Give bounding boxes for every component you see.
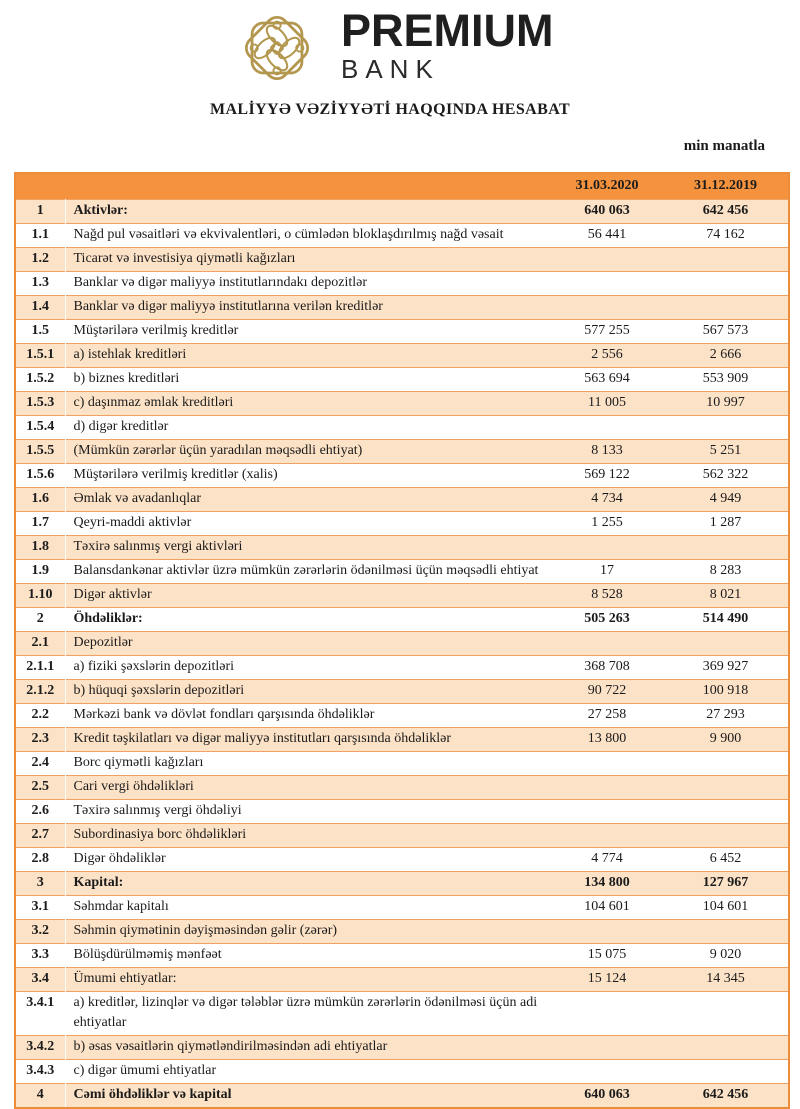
row-value-2020 xyxy=(551,632,663,656)
row-value-2020 xyxy=(551,776,663,800)
row-value-2019 xyxy=(663,632,789,656)
table-row xyxy=(15,680,789,704)
row-value-2019: 9 020 xyxy=(663,944,789,968)
table-row xyxy=(15,320,789,344)
row-label: Bölüşdürülməmiş mənfəət xyxy=(65,944,551,968)
row-value-2020: 11 005 xyxy=(551,392,663,416)
row-value-2020: 640 063 xyxy=(551,200,663,224)
row-number: 1.3 xyxy=(15,272,65,296)
row-value-2020: 134 800 xyxy=(551,872,663,896)
row-label: Qeyri-maddi aktivlər xyxy=(65,512,551,536)
row-value-2019: 567 573 xyxy=(663,320,789,344)
row-label: Ticarət və investisiya qiymətli kağızları xyxy=(65,248,551,272)
table-row xyxy=(15,608,789,632)
row-number: 1 xyxy=(15,200,65,224)
report-title: MALİYYƏ VƏZİYYƏTİ HAQQINDA HESABAT xyxy=(209,101,571,118)
row-value-2019: 4 949 xyxy=(663,488,789,512)
row-label: Müştərilərə verilmiş kreditlər (xalis) xyxy=(65,464,551,488)
row-label: Aktivlər: xyxy=(65,200,551,224)
row-label: Müştərilərə verilmiş kreditlər xyxy=(65,320,551,344)
row-label: Əmlak və avadanlıqlar xyxy=(65,488,551,512)
row-value-2020: 8 133 xyxy=(551,440,663,464)
row-value-2020 xyxy=(551,824,663,848)
row-label: Banklar və digər maliyyə institutlarındakı depozitlər xyxy=(65,272,551,296)
row-value-2020 xyxy=(551,296,663,320)
row-value-2020 xyxy=(551,272,663,296)
table-row xyxy=(15,752,789,776)
row-value-2019 xyxy=(663,536,789,560)
row-value-2020: 2 556 xyxy=(551,344,663,368)
table-row xyxy=(15,968,789,992)
header-cell-empty-label xyxy=(65,173,551,200)
row-number: 2.3 xyxy=(15,728,65,752)
row-number: 3.2 xyxy=(15,920,65,944)
row-value-2019: 553 909 xyxy=(663,368,789,392)
row-value-2020: 505 263 xyxy=(551,608,663,632)
row-number: 1.4 xyxy=(15,296,65,320)
row-value-2020: 15 124 xyxy=(551,968,663,992)
row-value-2019: 369 927 xyxy=(663,656,789,680)
row-number: 2.1.1 xyxy=(15,656,65,680)
row-value-2020: 569 122 xyxy=(551,464,663,488)
row-label: Təxirə salınmış vergi aktivləri xyxy=(65,536,551,560)
row-value-2020 xyxy=(551,752,663,776)
row-value-2020: 90 722 xyxy=(551,680,663,704)
table-row xyxy=(15,296,789,320)
table-row xyxy=(15,440,789,464)
row-number: 2.7 xyxy=(15,824,65,848)
row-value-2019: 10 997 xyxy=(663,392,789,416)
row-label: Təxirə salınmış vergi öhdəliyi xyxy=(65,800,551,824)
table-row xyxy=(15,1036,789,1060)
row-label: Digər aktivlər xyxy=(65,584,551,608)
row-value-2020 xyxy=(551,416,663,440)
row-number: 1.5.3 xyxy=(15,392,65,416)
row-number: 1.9 xyxy=(15,560,65,584)
row-value-2019: 5 251 xyxy=(663,440,789,464)
row-value-2020: 17 xyxy=(551,560,663,584)
row-value-2019: 8 021 xyxy=(663,584,789,608)
table-row xyxy=(15,824,789,848)
interlaced-knot-emblem-icon xyxy=(229,5,325,91)
row-value-2020: 563 694 xyxy=(551,368,663,392)
row-label: Digər öhdəliklər xyxy=(65,848,551,872)
table-row xyxy=(15,704,789,728)
row-number: 1.5.4 xyxy=(15,416,65,440)
header-cell-date-2019: 31.12.2019 xyxy=(663,173,789,200)
row-label: b) biznes kreditləri xyxy=(65,368,551,392)
row-value-2019 xyxy=(663,752,789,776)
table-row xyxy=(15,728,789,752)
table-row xyxy=(15,512,789,536)
row-label: (Mümkün zərərlər üçün yaradılan məqsədli ehtiyat) xyxy=(65,440,551,464)
table-row xyxy=(15,1084,789,1109)
table-header-row xyxy=(15,173,789,200)
row-number: 3 xyxy=(15,872,65,896)
table-row xyxy=(15,224,789,248)
row-value-2019: 642 456 xyxy=(663,1084,789,1109)
table-row xyxy=(15,200,789,224)
row-number: 3.4.2 xyxy=(15,1036,65,1060)
row-value-2019 xyxy=(663,1036,789,1060)
row-label: Mərkəzi bank və dövlət fondları qarşısında öhdəliklər xyxy=(65,704,551,728)
row-value-2020: 104 601 xyxy=(551,896,663,920)
table-row xyxy=(15,488,789,512)
row-value-2020 xyxy=(551,536,663,560)
bank-wordmark xyxy=(341,5,554,82)
row-value-2020: 15 075 xyxy=(551,944,663,968)
row-label: Balansdankənar aktivlər üzrə mümkün zərərlərin ödənilməsi üçün məqsədli ehtiyat xyxy=(65,560,551,584)
row-number: 2 xyxy=(15,608,65,632)
unit-label: min manatla xyxy=(683,138,765,154)
row-value-2019: 127 967 xyxy=(663,872,789,896)
row-number: 2.6 xyxy=(15,800,65,824)
table-row xyxy=(15,272,789,296)
row-value-2019 xyxy=(663,296,789,320)
table-row xyxy=(15,944,789,968)
table-row xyxy=(15,560,789,584)
table-row xyxy=(15,416,789,440)
row-number: 2.4 xyxy=(15,752,65,776)
row-number: 1.2 xyxy=(15,248,65,272)
row-value-2020 xyxy=(551,1060,663,1084)
row-value-2019: 6 452 xyxy=(663,848,789,872)
row-label: Borc qiymətli kağızları xyxy=(65,752,551,776)
row-number: 2.8 xyxy=(15,848,65,872)
row-value-2019: 27 293 xyxy=(663,704,789,728)
table-row xyxy=(15,992,789,1036)
table-row xyxy=(15,920,789,944)
row-value-2019 xyxy=(663,800,789,824)
row-label: a) kreditlər, lizinqlər və digər tələblər üzrə mümkün zərərlərin ödənilməsi üçün adi ehtiyatlar xyxy=(65,992,551,1036)
row-value-2019: 74 162 xyxy=(663,224,789,248)
row-value-2019: 562 322 xyxy=(663,464,789,488)
row-value-2019: 100 918 xyxy=(663,680,789,704)
row-value-2020: 56 441 xyxy=(551,224,663,248)
row-value-2019 xyxy=(663,992,789,1036)
row-label: Səhmin qiymətinin dəyişməsindən gəlir (zərər) xyxy=(65,920,551,944)
table-row xyxy=(15,800,789,824)
row-value-2019: 1 287 xyxy=(663,512,789,536)
row-number: 1.5.5 xyxy=(15,440,65,464)
table-row xyxy=(15,1060,789,1084)
table-row xyxy=(15,392,789,416)
brand-name: PREMIUM xyxy=(341,5,554,56)
row-value-2019: 514 490 xyxy=(663,608,789,632)
row-number: 3.4 xyxy=(15,968,65,992)
table-row xyxy=(15,656,789,680)
row-label: Cari vergi öhdəlikləri xyxy=(65,776,551,800)
row-value-2020: 577 255 xyxy=(551,320,663,344)
row-number: 1.5.1 xyxy=(15,344,65,368)
financial-statement-table xyxy=(14,172,790,1109)
row-value-2020: 27 258 xyxy=(551,704,663,728)
row-number: 1.10 xyxy=(15,584,65,608)
row-number: 2.5 xyxy=(15,776,65,800)
row-label: Cəmi öhdəliklər və kapital xyxy=(65,1084,551,1109)
row-number: 1.1 xyxy=(15,224,65,248)
table-row xyxy=(15,896,789,920)
row-value-2019: 14 345 xyxy=(663,968,789,992)
row-number: 3.3 xyxy=(15,944,65,968)
row-label: Kapital: xyxy=(65,872,551,896)
row-label: Nağd pul vəsaitləri və ekvivalentləri, o cümlədən bloklaşdırılmış nağd vəsait xyxy=(65,224,551,248)
table-row xyxy=(15,776,789,800)
row-number: 4 xyxy=(15,1084,65,1109)
header-cell-empty-no xyxy=(15,173,65,200)
row-number: 1.6 xyxy=(15,488,65,512)
row-value-2019 xyxy=(663,1060,789,1084)
row-number: 1.8 xyxy=(15,536,65,560)
row-value-2020: 368 708 xyxy=(551,656,663,680)
row-label: c) daşınmaz əmlak kreditləri xyxy=(65,392,551,416)
row-value-2020: 8 528 xyxy=(551,584,663,608)
row-value-2019 xyxy=(663,272,789,296)
table-row xyxy=(15,536,789,560)
table-row xyxy=(15,368,789,392)
row-label: a) istehlak kreditləri xyxy=(65,344,551,368)
table-row xyxy=(15,344,789,368)
row-value-2020: 4 734 xyxy=(551,488,663,512)
row-label: d) digər kreditlər xyxy=(65,416,551,440)
table-row xyxy=(15,848,789,872)
row-value-2019: 642 456 xyxy=(663,200,789,224)
row-value-2020: 13 800 xyxy=(551,728,663,752)
row-value-2020: 1 255 xyxy=(551,512,663,536)
row-value-2019: 2 666 xyxy=(663,344,789,368)
row-value-2019 xyxy=(663,776,789,800)
row-label: Banklar və digər maliyyə institutlarına verilən kreditlər xyxy=(65,296,551,320)
row-number: 2.1 xyxy=(15,632,65,656)
row-value-2019 xyxy=(663,248,789,272)
row-value-2019: 104 601 xyxy=(663,896,789,920)
row-number: 1.5.6 xyxy=(15,464,65,488)
brand-subname: BANK xyxy=(341,54,440,84)
row-label: Ümumi ehtiyatlar: xyxy=(65,968,551,992)
row-value-2020 xyxy=(551,248,663,272)
row-number: 3.4.3 xyxy=(15,1060,65,1084)
header-cell-date-2020: 31.03.2020 xyxy=(551,173,663,200)
row-number: 1.7 xyxy=(15,512,65,536)
row-value-2020: 640 063 xyxy=(551,1084,663,1109)
row-label: Səhmdar kapitalı xyxy=(65,896,551,920)
row-number: 3.4.1 xyxy=(15,992,65,1036)
row-label: Subordinasiya borc öhdəlikləri xyxy=(65,824,551,848)
row-number: 1.5 xyxy=(15,320,65,344)
row-value-2019 xyxy=(663,824,789,848)
row-label: b) əsas vəsaitlərin qiymətləndirilməsindən adi ehtiyatlar xyxy=(65,1036,551,1060)
row-label: b) hüquqi şəxslərin depozitləri xyxy=(65,680,551,704)
row-value-2019 xyxy=(663,920,789,944)
table-row xyxy=(15,872,789,896)
table-row xyxy=(15,248,789,272)
table-row xyxy=(15,632,789,656)
bank-logo xyxy=(229,5,554,91)
table-row xyxy=(15,584,789,608)
row-label: c) digər ümumi ehtiyatlar xyxy=(65,1060,551,1084)
row-value-2020: 4 774 xyxy=(551,848,663,872)
row-value-2020 xyxy=(551,920,663,944)
row-value-2020 xyxy=(551,1036,663,1060)
row-label: Kredit təşkilatları və digər maliyyə institutları qarşısında öhdəliklər xyxy=(65,728,551,752)
table-row xyxy=(15,464,789,488)
row-number: 1.5.2 xyxy=(15,368,65,392)
row-number: 2.2 xyxy=(15,704,65,728)
row-value-2019: 9 900 xyxy=(663,728,789,752)
row-label: Depozitlər xyxy=(65,632,551,656)
row-value-2020 xyxy=(551,800,663,824)
row-number: 3.1 xyxy=(15,896,65,920)
row-number: 2.1.2 xyxy=(15,680,65,704)
row-label: Öhdəliklər: xyxy=(65,608,551,632)
row-value-2019 xyxy=(663,416,789,440)
row-value-2019: 8 283 xyxy=(663,560,789,584)
row-value-2020 xyxy=(551,992,663,1036)
row-label: a) fiziki şəxslərin depozitləri xyxy=(65,656,551,680)
